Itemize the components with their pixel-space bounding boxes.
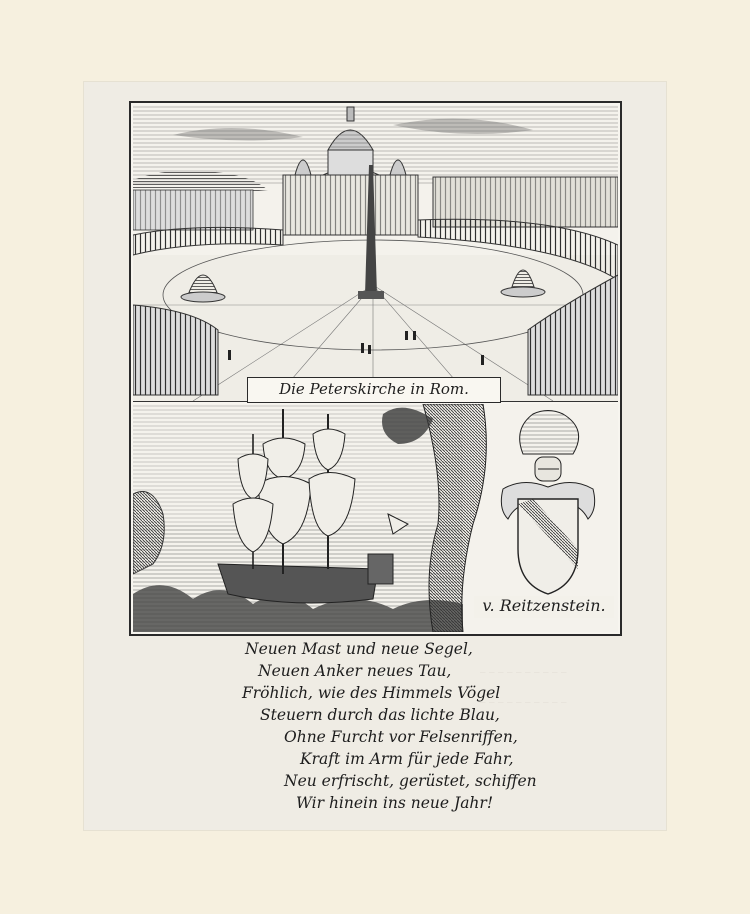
verse-line: Neuen Anker neues Tau, <box>258 662 452 680</box>
engraving-caption: Die Peterskirche in Rom. <box>247 377 501 403</box>
verse-line: Neuen Mast und neue Segel, <box>245 640 473 658</box>
bleed-through-text: _ _ _ _ _ _ _ _ _ _ <box>480 690 567 703</box>
verse-line: Steuern durch das lichte Blau, <box>260 706 500 724</box>
verse-block <box>200 640 560 815</box>
verse-line: Kraft im Arm für jede Fahr, <box>300 750 514 768</box>
st-peters-illustration <box>133 105 618 401</box>
owner-inscription: v. Reitzenstein. <box>474 596 614 618</box>
verse-line: Ohne Furcht vor Felsenriffen, <box>284 728 518 746</box>
verse-line: Neu erfrischt, gerüstet, schiffen <box>284 772 537 790</box>
verse-line: Wir hinein ins neue Jahr! <box>296 794 494 812</box>
verse-line: Fröhlich, wie des Himmels Vögel <box>242 684 501 702</box>
st-peters-square-engraving <box>133 105 618 402</box>
bleed-through-text: _ _ _ _ _ _ _ _ _ _ <box>480 660 567 673</box>
